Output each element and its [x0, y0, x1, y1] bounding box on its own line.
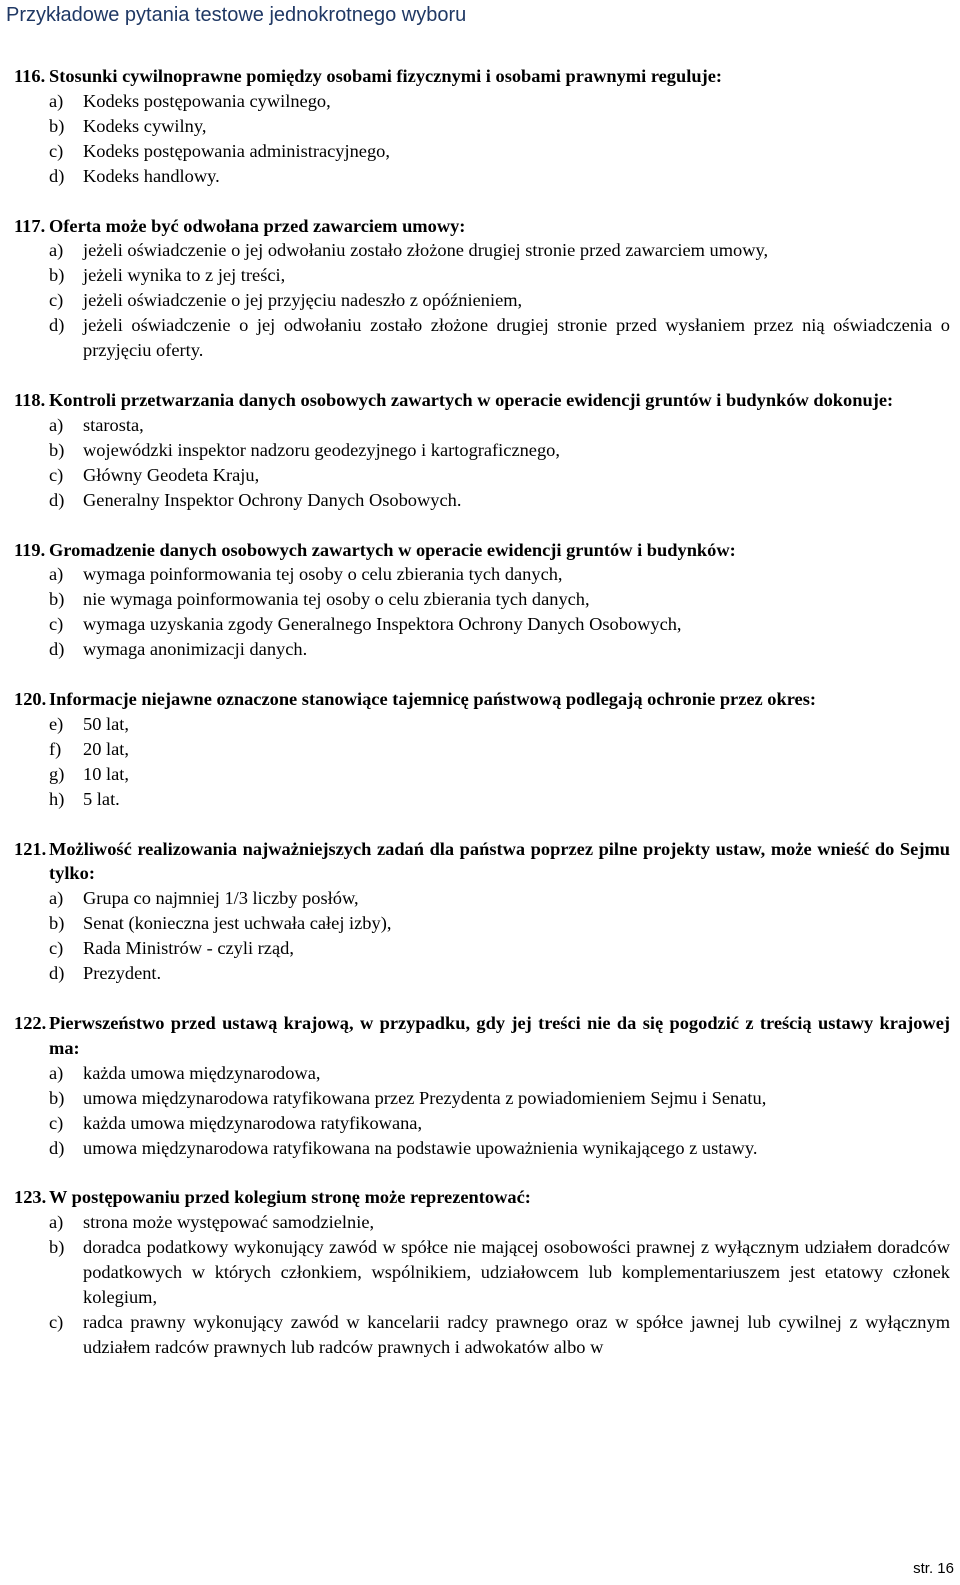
question-text: W postępowaniu przed kolegium stronę może reprezentować:	[49, 1187, 531, 1208]
answer-text: 20 lat,	[83, 738, 129, 759]
answer-letter: f)	[49, 738, 62, 759]
answer-letter: b)	[49, 1237, 65, 1258]
answer-letter: a)	[49, 90, 64, 111]
answer-option	[49, 712, 950, 737]
answer-letter: a)	[49, 888, 64, 909]
answer-option	[49, 438, 950, 463]
answer-option	[49, 1310, 950, 1360]
answer-text: nie wymaga poinformowania tej osoby o celu zbierania tych danych,	[83, 589, 590, 610]
question-number: 117.	[14, 215, 46, 236]
question-heading	[14, 64, 950, 89]
question-block	[14, 1011, 950, 1160]
answer-text: strona może występować samodzielnie,	[83, 1212, 375, 1233]
question-heading	[14, 538, 950, 563]
page-header-title: Przykładowe pytania testowe jednokrotnego wyboru	[6, 4, 467, 26]
answer-option	[49, 288, 950, 313]
answer-letter: b)	[49, 913, 65, 934]
answer-text: wojewódzki inspektor nadzoru geodezyjnego i kartograficznego,	[83, 439, 560, 460]
answer-text: umowa międzynarodowa ratyfikowana na podstawie upoważnienia wynikającego z ustawy.	[83, 1137, 758, 1158]
question-heading	[14, 388, 950, 413]
question-block	[14, 388, 950, 513]
answer-list	[14, 1061, 950, 1161]
answer-letter: d)	[49, 639, 65, 660]
answer-list	[14, 238, 950, 363]
question-block	[14, 214, 950, 363]
answer-option	[49, 89, 950, 114]
answer-list	[14, 89, 950, 189]
answer-option	[49, 961, 950, 986]
answer-letter: a)	[49, 1062, 64, 1083]
answer-option	[49, 488, 950, 513]
question-block	[14, 1185, 950, 1359]
question-text: Pierwszeństwo przed ustawą krajową, w przypadku, gdy jej treści nie da się pogodzić z treścią ustawy krajowej ma:	[49, 1013, 950, 1058]
answer-text: jeżeli oświadczenie o jej przyjęciu nadeszło z opóźnieniem,	[83, 290, 523, 311]
question-number: 123.	[14, 1187, 47, 1208]
answer-option	[49, 911, 950, 936]
answer-letter: d)	[49, 165, 65, 186]
question-block	[14, 837, 950, 986]
page-number: str. 16	[913, 1560, 954, 1577]
answer-option	[49, 263, 950, 288]
answer-letter: d)	[49, 963, 65, 984]
answer-letter: b)	[49, 439, 65, 460]
answer-text: jeżeli oświadczenie o jej odwołaniu zostało złożone drugiej stronie przed zawarciem umowy,	[83, 240, 769, 261]
answer-text: Główny Geodeta Kraju,	[83, 464, 260, 485]
answer-list	[14, 413, 950, 513]
answer-letter: c)	[49, 1112, 64, 1133]
answer-text: 50 lat,	[83, 713, 129, 734]
question-text: Możliwość realizowania najważniejszych zadań dla państwa poprzez pilne projekty ustaw, może wnieść do Sejmu tylko:	[49, 838, 950, 884]
answer-letter: b)	[49, 589, 65, 610]
question-block	[14, 538, 950, 663]
answer-option	[49, 238, 950, 263]
question-number: 118.	[14, 389, 46, 410]
question-text: Oferta może być odwołana przed zawarciem umowy:	[49, 215, 466, 236]
answer-option	[49, 936, 950, 961]
answer-text: Senat (konieczna jest uchwała całej izby),	[83, 913, 392, 934]
answer-option	[49, 587, 950, 612]
answer-text: Kodeks cywilny,	[83, 115, 207, 136]
answer-option	[49, 612, 950, 637]
answer-letter: h)	[49, 788, 65, 809]
answer-text: Kodeks handlowy.	[83, 165, 220, 186]
answer-list	[14, 886, 950, 986]
answer-text: Prezydent.	[83, 963, 162, 984]
answer-text: 10 lat,	[83, 763, 129, 784]
answer-text: Kodeks postępowania cywilnego,	[83, 90, 331, 111]
answer-option	[49, 313, 950, 363]
answer-option	[49, 114, 950, 139]
answer-text: umowa międzynarodowa ratyfikowana przez Prezydenta z powiadomieniem Sejmu i Senatu,	[83, 1087, 767, 1108]
answer-list	[14, 712, 950, 812]
answer-option	[49, 737, 950, 762]
answer-letter: c)	[49, 140, 64, 161]
question-text: Stosunki cywilnoprawne pomiędzy osobami fizycznymi i osobami prawnymi reguluje:	[49, 66, 722, 86]
answer-letter: a)	[49, 414, 64, 435]
question-block	[14, 687, 950, 812]
answer-letter: b)	[49, 1087, 65, 1108]
answer-text: Rada Ministrów - czyli rząd,	[83, 938, 294, 959]
answer-option	[49, 637, 950, 662]
answer-option	[49, 562, 950, 587]
answer-text: Generalny Inspektor Ochrony Danych Osobowych.	[83, 489, 462, 510]
question-block	[14, 64, 950, 189]
answer-letter: g)	[49, 763, 65, 784]
answer-text: jeżeli wynika to z jej treści,	[83, 265, 286, 286]
answer-option	[49, 1136, 950, 1161]
answer-text: jeżeli oświadczenie o jej odwołaniu zostało złożone drugiej stronie przed wysłaniem przez nią oświadczenia o przyjęciu oferty.	[83, 315, 950, 361]
answer-text: każda umowa międzynarodowa ratyfikowana,	[83, 1112, 423, 1133]
answer-letter: a)	[49, 564, 64, 585]
question-number: 122.	[14, 1013, 47, 1033]
answer-text: wymaga uzyskania zgody Generalnego Inspektora Ochrony Danych Osobowych,	[83, 614, 682, 635]
answer-option	[49, 787, 950, 812]
answer-text: starosta,	[83, 414, 144, 435]
answer-option	[49, 1061, 950, 1086]
question-heading	[14, 687, 950, 712]
answer-letter: c)	[49, 1311, 64, 1332]
answer-letter: c)	[49, 614, 64, 635]
answer-text: Grupa co najmniej 1/3 liczby posłów,	[83, 888, 359, 909]
answer-list	[14, 562, 950, 662]
answer-option	[49, 164, 950, 189]
answer-option	[49, 1111, 950, 1136]
answer-letter: b)	[49, 265, 65, 286]
question-number: 121.	[14, 838, 47, 859]
answer-option	[49, 1210, 950, 1235]
answer-text: doradca podatkowy wykonujący zawód w spółce nie mającej osobowości prawnej z wyłącznym udziałem doradców podatkowych w których członkiem, wspólnikiem, udziałowcem lub komplementariuszem jest etatowy członek kolegium,	[83, 1237, 950, 1308]
question-number: 120.	[14, 689, 47, 710]
answer-letter: c)	[49, 290, 64, 311]
answer-list	[14, 1210, 950, 1359]
answer-option	[49, 139, 950, 164]
answer-letter: d)	[49, 315, 65, 336]
answer-letter: c)	[49, 464, 64, 485]
answer-option	[49, 762, 950, 787]
answer-text: radca prawny wykonujący zawód w kancelarii radcy prawnego oraz w spółce jawnej lub cywilnej z wyłącznym udziałem radców prawnych lub radców prawnych i adwokatów albo w	[83, 1311, 950, 1357]
answer-text: wymaga anonimizacji danych.	[83, 639, 308, 660]
answer-letter: e)	[49, 713, 64, 734]
answer-option	[49, 413, 950, 438]
answer-text: Kodeks postępowania administracyjnego,	[83, 140, 390, 161]
answer-letter: a)	[49, 240, 64, 261]
question-heading	[14, 214, 950, 239]
question-heading	[14, 837, 950, 887]
question-text: Informacje niejawne oznaczone stanowiące tajemnicę państwową podlegają ochronie przez okres:	[49, 689, 817, 710]
question-heading	[14, 1011, 950, 1061]
question-number: 119.	[14, 539, 46, 560]
answer-letter: d)	[49, 489, 65, 510]
answer-option	[49, 886, 950, 911]
answer-option	[49, 1235, 950, 1310]
answer-letter: a)	[49, 1212, 64, 1233]
answer-letter: d)	[49, 1137, 65, 1158]
answer-letter: b)	[49, 115, 65, 136]
question-heading	[14, 1185, 950, 1210]
question-list	[14, 64, 950, 1385]
answer-letter: c)	[49, 938, 64, 959]
answer-option	[49, 1086, 950, 1111]
question-text: Gromadzenie danych osobowych zawartych w operacie ewidencji gruntów i budynków:	[49, 539, 736, 560]
answer-text: wymaga poinformowania tej osoby o celu zbierania tych danych,	[83, 564, 563, 585]
question-text: Kontroli przetwarzania danych osobowych zawartych w operacie ewidencji gruntów i budynków dokonuje:	[49, 389, 894, 410]
answer-option	[49, 463, 950, 488]
question-number: 116.	[14, 66, 46, 86]
answer-text: każda umowa międzynarodowa,	[83, 1062, 321, 1083]
answer-text: 5 lat.	[83, 788, 120, 809]
